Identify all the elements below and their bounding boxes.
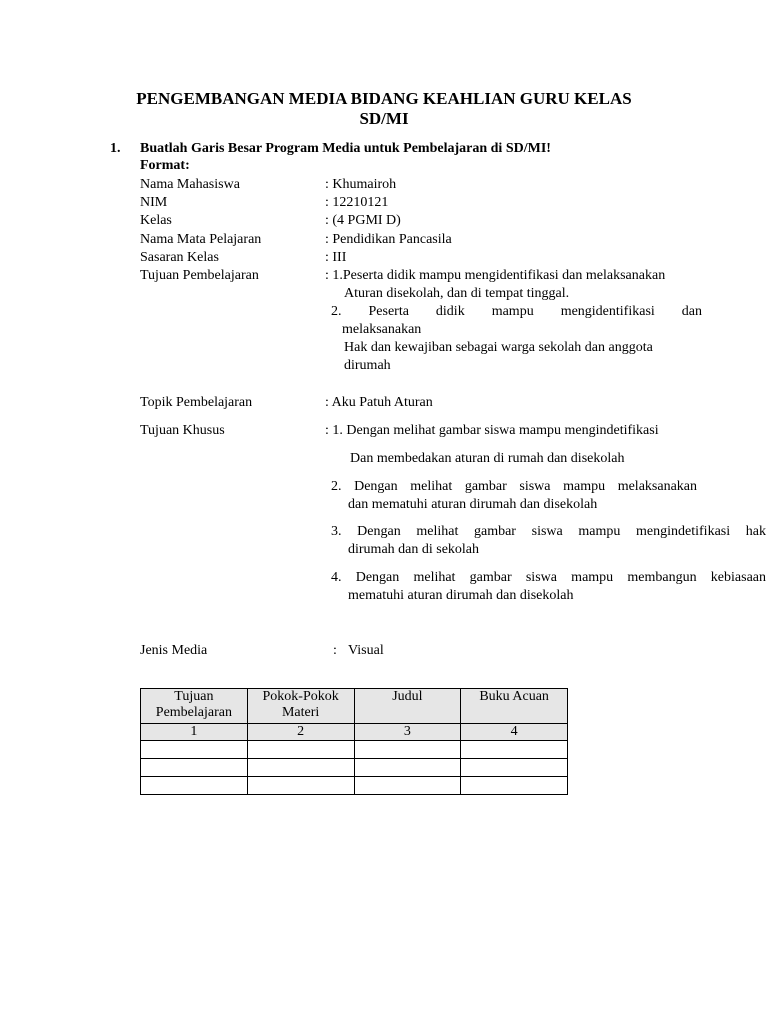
table-row bbox=[141, 777, 568, 795]
format-label: Format: bbox=[140, 158, 190, 173]
mapel-label: Nama Mata Pelajaran bbox=[140, 232, 262, 247]
table-cell bbox=[461, 759, 568, 777]
nama-value: : Khumairoh bbox=[325, 177, 397, 192]
kelas-label: Kelas bbox=[140, 213, 172, 228]
khusus-4b: mematuhi aturan dirumah dan disekolah bbox=[348, 588, 574, 603]
mapel-value: : Pendidikan Pancasila bbox=[325, 232, 452, 247]
table-cell bbox=[247, 777, 354, 795]
number-cell: 3 bbox=[354, 724, 461, 741]
table-cell bbox=[247, 741, 354, 759]
sasaran-label: Sasaran Kelas bbox=[140, 250, 219, 265]
khusus-2a: 2. Dengan melihat gambar siswa mampu melaksanakan bbox=[331, 479, 697, 494]
header-pokok: Pokok-Pokok Materi bbox=[247, 689, 354, 724]
khusus-1a: : 1. Dengan melihat gambar siswa mampu mengindetifikasi bbox=[325, 423, 659, 438]
tujuan-label: Tujuan Pembelajaran bbox=[140, 268, 259, 283]
tujuan-2b: melaksanakan bbox=[342, 322, 422, 337]
question-text: Buatlah Garis Besar Program Media untuk Pembelajaran di SD/MI! bbox=[140, 141, 551, 156]
table-cell bbox=[141, 741, 248, 759]
number-cell: 4 bbox=[461, 724, 568, 741]
sasaran-value: : III bbox=[325, 250, 347, 265]
tujuan-1b: Aturan disekolah, dan di tempat tinggal. bbox=[344, 286, 570, 301]
table-cell bbox=[141, 759, 248, 777]
header-tujuan: Tujuan Pembelajaran bbox=[141, 689, 248, 724]
table-cell bbox=[354, 759, 461, 777]
topik-value: : Aku Patuh Aturan bbox=[325, 395, 433, 410]
kelas-value: : (4 PGMI D) bbox=[325, 213, 401, 228]
media-program-table bbox=[140, 688, 568, 795]
table-cell bbox=[461, 741, 568, 759]
page-title-line2: SD/MI bbox=[359, 109, 409, 128]
khusus-1b: Dan membedakan aturan di rumah dan disekolah bbox=[350, 451, 625, 466]
number-cell: 1 bbox=[141, 724, 248, 741]
header-judul: Judul bbox=[354, 689, 461, 724]
number-cell: 2 bbox=[247, 724, 354, 741]
table-cell bbox=[354, 741, 461, 759]
table-number-row bbox=[141, 724, 568, 741]
table-cell bbox=[354, 777, 461, 795]
media-label: Jenis Media bbox=[140, 643, 208, 658]
table-cell bbox=[141, 777, 248, 795]
khusus-4a: 4. Dengan melihat gambar siswa mampu membangun kebiasaan bbox=[331, 570, 766, 585]
question-number: 1. bbox=[110, 141, 121, 156]
table-cell bbox=[247, 759, 354, 777]
tujuan-2d: dirumah bbox=[344, 358, 391, 373]
media-colon: : bbox=[333, 643, 337, 658]
nim-label: NIM bbox=[140, 195, 168, 210]
khusus-3b: dirumah dan di sekolah bbox=[348, 542, 480, 557]
table-row bbox=[141, 741, 568, 759]
topik-label: Topik Pembelajaran bbox=[140, 395, 253, 410]
tujuan-2a: 2. Peserta didik mampu mengidentifikasi dan bbox=[331, 304, 702, 319]
khusus-3a: 3. Dengan melihat gambar siswa mampu mengindetifikasi hak bbox=[331, 524, 766, 539]
nama-label: Nama Mahasiswa bbox=[140, 177, 240, 192]
page-title-line1: PENGEMBANGAN MEDIA BIDANG KEAHLIAN GURU KELAS bbox=[136, 89, 632, 108]
table-cell bbox=[461, 777, 568, 795]
table-header-row bbox=[141, 689, 568, 724]
tujuan-2c: Hak dan kewajiban sebagai warga sekolah dan anggota bbox=[344, 340, 653, 355]
header-buku: Buku Acuan bbox=[461, 689, 568, 724]
tujuan-1a: : 1.Peserta didik mampu mengidentifikasi dan melaksanakan bbox=[325, 268, 666, 283]
nim-value: : 12210121 bbox=[325, 195, 389, 210]
table-row bbox=[141, 759, 568, 777]
khusus-label: Tujuan Khusus bbox=[140, 423, 225, 438]
khusus-2b: dan mematuhi aturan dirumah dan disekolah bbox=[348, 497, 598, 512]
media-value: Visual bbox=[348, 643, 384, 658]
